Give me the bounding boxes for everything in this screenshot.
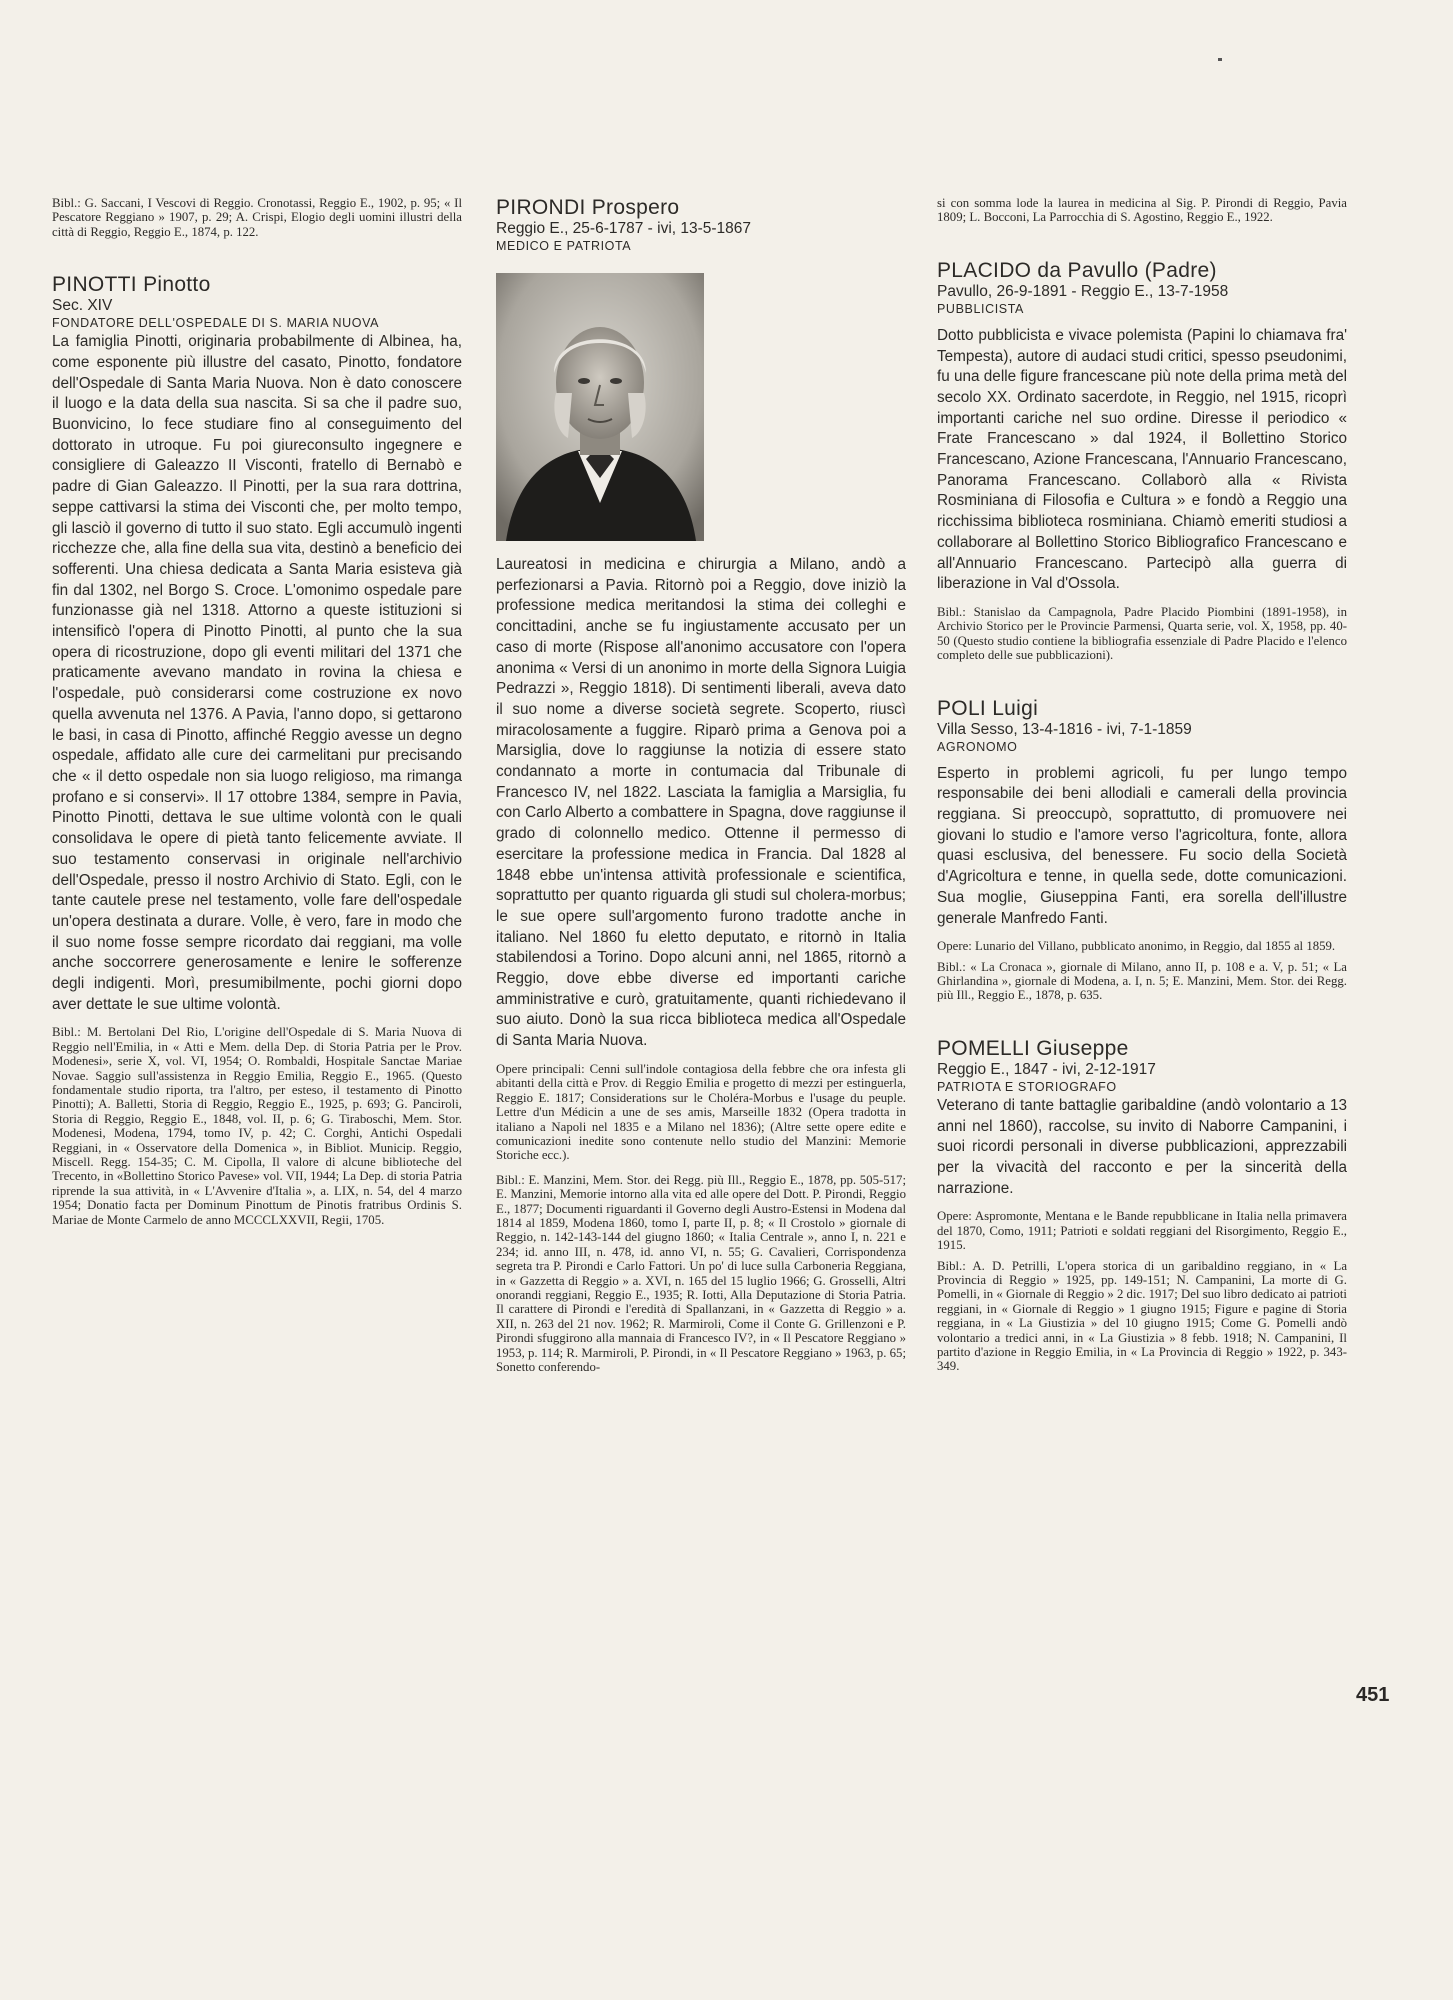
- scan-mark: [1218, 58, 1222, 61]
- entry-body: Veterano di tante battaglie garibaldine (andò volontario a 13 anni nel 1860), raccolse, su invito di Naborre Campanini, i suoi ricordi personali in diverse pubblicazioni, apprezzabili per la vivacità del racconto e per la sincerità della narrazione.: [937, 1096, 1347, 1197]
- entry-body: Esperto in problemi agricoli, fu per lungo tempo responsabile dei beni allodiali e camerali della provincia reggiana. Si preoccupò, soprattutto, di promuovere nei giovani lo studio e l'amore verso l'agricoltura, fonte, allora quasi esclusiva, del benessere. Fu socio della Società d'Agricoltura e tenne, in quella sede, dotte comunicazioni. Sua moglie, Giuseppina Fanti, era sorella dell'illustre generale Manfredo Fanti.: [937, 764, 1347, 927]
- entry-body: Laureatosi in medicina e chirurgia a Milano, andò a perfezionarsi a Pavia. Ritornò poi a Reggio, dove iniziò la professione medica meritandosi la stima dei colleghi e concittadini, anche se fu ingiustamente accusato per un caso di morte (Rispose all'anonimo accusatore con l'opera anonima « Versi di un anonimo in morte della Signora Luigia Pedrazzi », Reggio 1818). Di sentimenti liberali, aveva dato il suo nome a diverse società segrete. Scoperto, riuscì miracolosamente a fuggire. Riparò prima a Genova poi a Marsiglia, dove lo raggiunse la notizia di essere stato condannato a morte in contumacia dal Tribunale di Francesco IV, nel 1822. Lasciata la famiglia a Marsiglia, fu con Carlo Alberto a combattere in Spagna, dove raggiunse il grado di colonnello medico. Ottenne il permesso di esercitare la professione medica in Francia. Dal 1828 al 1848 ebbe un'intensa attività professionale e scientifica, soprattutto per quanto riguarda gli studi sul cholera-morbus; le sue opere sull'argomento furono tradotte anche in italiano. Nel 1860 fu eletto deputato, e ritornò in Italia stabilendosi a Torino. Dopo alcuni anni, nel 1865, ritornò a Reggio, dove ebbe diverse ed importanti cariche amministrative e curò, gratuitamente, quanti richiedevano il suo aiuto. Donò la sua ricca biblioteca medica all'Ospedale di Santa Maria Nuova.: [496, 556, 906, 1050]
- column-right: [937, 196, 1347, 1374]
- entry-bibliography: Bibl.: Stanislao da Campagnola, Padre Placido Piombini (1891-1958), in Archivio Storico per le Provincie Parmensi, Quarta serie, vol. X, 1958, pp. 40-50 (Questo studio contiene la bibliografia essenziale di Padre Placido e l'elenco completo delle sue pubblicazioni).: [937, 604, 1347, 663]
- entry-name: PIRONDI Prospero: [496, 196, 680, 219]
- column-left: [52, 196, 462, 1227]
- entry-bibliography: Bibl.: E. Manzini, Mem. Stor. dei Regg. più Ill., Reggio E., 1878, pp. 505-517; E. Manzini, Memorie intorno alla vita ed alle opere del Dott. P. Pirondi, Reggio E., 1877; Documenti riguardanti il Governo degli Austro-Estensi in Modena dal 1814 al 1859, Modena 1860, tomo I, parte II, p. 8; « Il Crostolo » giornale di Reggio, n. 142-143-144 del giugno 1860; « Italia Centrale », anno I, n. 221 e 234; id. anno III, n. 478, id. anno VI, n. 55; G. Cavalieri, Corrispondenza segreta tra P. Pirondi e Carlo Fattori. Un po' di luce sulla Carboneria Reggiana, in « Gazzetta di Reggio » a. XVI, n. 165 del 15 luglio 1966; G. Grosselli, Altri onorandi reggiani, Reggio E., 1935; R. Iotti, Alla Deputazione di Storia Patria. Il carattere di Pirondi e l'eredità di Spallanzani, in « Gazzetta di Reggio » a. XII, n. 263 del 21 nov. 1962; R. Marmiroli, Come il Conte G. Grillenzoni e P. Pirondi sfuggirono alla mannaia di Francesco IV?, in « Il Pescatore Reggiano » 1953, p. 114; R. Marmiroli, P. Pirondi, in « Il Pescatore Reggiano » 1963, p. 65; Sonetto conferendo-: [496, 1172, 906, 1374]
- entry-role: AGRONOMO: [937, 739, 1018, 754]
- entry-role: PATRIOTA E STORIOGRAFO: [937, 1079, 1117, 1094]
- entry-role: MEDICO E PATRIOTA: [496, 239, 632, 253]
- entry-bibliography: Bibl.: M. Bertolani Del Rio, L'origine dell'Ospedale di S. Maria Nuova di Reggio nell'Emilia, in « Atti e Mem. della Dep. di Storia Patria per le Prov. Modenesi», serie X, vol. VI, 1954; O. Rombaldi, Hospitale Sanctae Mariae Novae. Saggio sull'assistenza in Reggio Emilia, Reggio E., 1965. (Questo fondamentale studio riporta, tra l'altro, per esteso, il testamento di Pinotto Pinotti); A. Balletti, Storia di Reggio, Reggio E., 1925, p. 693; G. Panciroli, Storia di Reggio, Reggio E., 1848, vol. II, p. 6; G. Tiraboschi, Mem. Stor. Modenesi, Modena, 1794, tomo IV, p. 42; C. Corghi, Antichi Ospedali Reggiani, in « Osservatore della Domenica », in Bibliot. Municip. Reggio, Miscell. Regg. 154-35; C. M. Cipolla, Il valore di alcune biblioteche del Trecento, in «Bollettino Storico Pavese» vol. VII, 1944; La Dep. di storia Patria riprende la sua attività, in « L'Avvenire d'Italia », a. LIX, n. 54, del 4 marzo 1954; Donatio facta per Dominum Pinottum de Pinotis fratribus Ordinis S. Mariae de Monte Carmelo de anno MCCCLXXVII, Regii, 1705.: [52, 1025, 462, 1227]
- entry-poli: [937, 697, 1347, 1003]
- entry-role: PUBBLICISTA: [937, 301, 1024, 316]
- continued-bibliography: si con somma lode la laurea in medicina al Sig. P. Pirondi di Reggio, Pavia 1809; L. Bocconi, La Parrocchia di S. Agostino, Reggio E., 1922.: [937, 196, 1347, 225]
- entry-role: FONDATORE DELL'OSPEDALE DI S. MARIA NUOVA: [52, 316, 380, 331]
- entry-dates: Pavullo, 26-9-1891 - Reggio E., 13-7-1958: [937, 282, 1229, 300]
- entry-pirondi: [496, 196, 906, 1374]
- entry-works: Opere principali: Cenni sull'indole contagiosa della febbre che ora infesta gli abitanti della città e Prov. di Reggio Emilia e progetto di mezzi per estinguerla, Reggio E. 1817; Considerations sur le Choléra-Morbus e l'usage du peuple. Lettre d'un Médicin a une de ses amis, Marseille 1832 (Opera tradotta in italiano a Napoli nel 1835 e a Milano nel 1836); (Altre sette opere edite e comunicazioni inedite sono contenute nello studio del Manzini: Memorie Storiche ecc.).: [496, 1061, 906, 1163]
- entry-bibliography: Bibl.: A. D. Petrilli, L'opera storica di un garibaldino reggiano, in « La Provincia di Reggio » 1925, pp. 149-151; N. Campanini, La morte di G. Pomelli, in « Giornale di Reggio » 2 dic. 1917; Del suo libro dedicato ai patrioti reggiani, in « Giornale di Reggio » 1 giugno 1915; Figure e pagine di Storia reggiana, in « La Giustizia » del 10 giugno 1915; Come G. Pomelli andò volontario a tredici anni, in « La Giustizia » 8 febb. 1918; N. Campanini, Il partito d'azione in Reggio Emilia, in « La Provincia di Reggio » 1922, p. 343-349.: [937, 1258, 1347, 1374]
- entry-dates: Villa Sesso, 13-4-1816 - ivi, 7-1-1859: [937, 720, 1192, 738]
- entry-dates: Reggio E., 25-6-1787 - ivi, 13-5-1867: [496, 220, 752, 237]
- entry-name: PLACIDO da Pavullo (Padre): [937, 258, 1217, 282]
- portrait-photo: [496, 273, 704, 541]
- column-middle: [496, 196, 906, 1374]
- entry-dates: Sec. XIV: [52, 297, 113, 315]
- entry-works: Opere: Lunario del Villano, pubblicato anonimo, in Reggio, dal 1855 al 1859.: [937, 939, 1336, 954]
- entry-dates: Reggio E., 1847 - ivi, 2-12-1917: [937, 1060, 1156, 1078]
- entry-bibliography: Bibl.: « La Cronaca », giornale di Milano, anno II, p. 108 e a. V, p. 51; « La Ghirlandina », giornale di Modena, a. I, n. 5; E. Manzini, Mem. Stor. dei Regg. più Ill., Reggio E., 1878, p. 635.: [937, 959, 1347, 1003]
- entry-name: PINOTTI Pinotto: [52, 273, 211, 297]
- previous-entry-bibliography: Bibl.: G. Saccani, I Vescovi di Reggio. Cronotassi, Reggio E., 1902, p. 95; « Il Pescatore Reggiano » 1907, p. 29; A. Crispi, Elogio degli uomini illustri della città di Reggio, Reggio E., 1874, p. 122.: [52, 196, 462, 239]
- entry-body: Dotto pubblicista e vivace polemista (Papini lo chiamava fra' Tempesta), autore di audaci studi critici, spesso pseudonimi, fu una delle figure francescane più note della prima metà del secolo XX. Ordinato sacerdote, in Reggio, nel 1915, ricoprì importanti cariche nel suo ordine. Diresse il periodico « Frate Francescano » dal 1924, il Bollettino Storico Francescano, Azione Francescana, l'Annuario Francescano, Panorama Francescano. Collaborò alla « Rivista Rosminiana di Filosofia e Cultura » e fondò a Reggio una ricchissima biblioteca rosminiana. Chiamò emeriti studiosi a collaborare al Bollettino Storico Bibliografico Francescano e all'Annuario Francescano. Partecipò alla guerra di liberazione in Val d'Ossola.: [937, 326, 1347, 593]
- entry-name: POLI Luigi: [937, 696, 1039, 720]
- entry-pinotti: [52, 273, 462, 1227]
- entry-pomelli: [937, 1037, 1347, 1374]
- entry-name: POMELLI Giuseppe: [937, 1036, 1129, 1060]
- entry-works: Opere: Aspromonte, Mentana e le Bande repubblicane in Italia nella primavera del 1870, Como, 1911; Patrioti e soldati reggiani del Risorgimento, Reggio E., 1915.: [937, 1209, 1347, 1253]
- entry-body: La famiglia Pinotti, originaria probabilmente di Albinea, ha, come esponente più illustre del casato, Pinotto, fondatore dell'Ospedale di Santa Maria Nuova. Non è dato conoscere il luogo e la data della sua nascita. Si sa che il padre suo, Buonvicino, lo fece studiare fino al conseguimento del dottorato in utroque. Fu poi giureconsulto ingegnere e consigliere di Galeazzo II Visconti, fratello di Bernabò e padre di Gian Galeazzo. Il Pinotti, per la sua rara dottrina, seppe cattivarsi la stima dei Visconti che, per molto tempo, gli lasciò il governo di tutto il suo stato. Egli accumulò ingenti ricchezze che, alla fine della sua vita, destinò a beneficio dei sofferenti. Una chiesa dedicata a Santa Maria esisteva già fin dal 1302, nel Borgo S. Croce. L'omonimo ospedale pare funzionasse già nel 1318. Attorno a queste istituzioni si intensificò l'opera di Pinotto Pinotti, al punto che la sua opera di ricostruzione, dopo gli eventi militari del 1371 che praticamente avevano mandato in rovina la chiesa e l'ospedale, può considerarsi come costruzione ex novo quella avvenuta nel 1376. A Pavia, l'anno dopo, si gettarono le basi, in casa di Pinotto, affinché Reggio avesse un degno ospedale, affidato alle cure dei carmelitani pur precisando che « il detto ospedale non sia luogo religioso, ma rimanga profano e si conservi». Il 17 ottobre 1384, sempre in Pavia, Pinotto Pinotti, dettava le sue ultime volontà con le quali consolidava le opere di pietà tanto felicemente avviate. Il suo testamento conservasi in originale nell'archivio dell'Ospedale, presso il nostro Archivio di Stato. Egli, con le tante cautele prese nel testamento, volle fare dell'ospedale un'opera destinata a durare. Volle, è vero, fare in modo che il suo nome fosse sempre ricordato dai reggiani, ma volle anche soccorrere generosamente e lenire le sofferenze degli indigenti. Morì, presumibilmente, pochi giorni dopo aver dettate le sue ultime volontà.: [52, 333, 462, 1013]
- page-number: 451: [1356, 1684, 1390, 1706]
- entry-placido: [937, 259, 1347, 663]
